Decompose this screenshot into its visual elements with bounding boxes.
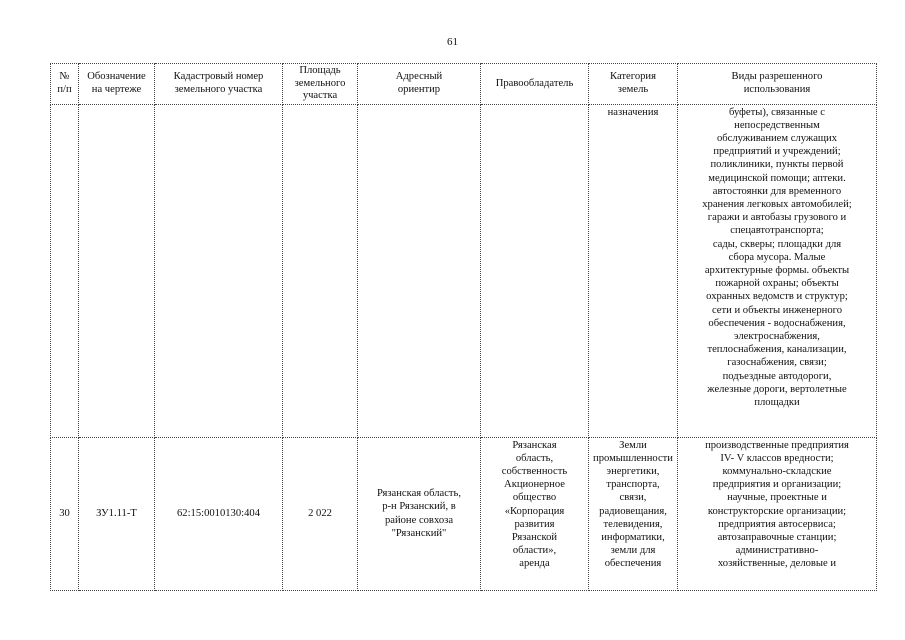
header-designation: Обозначение на чертеже	[79, 64, 155, 105]
page-number: 61	[447, 36, 458, 48]
cell-area: 2 022	[283, 437, 358, 590]
header-cadastral-number: Кадастровый номер земельного участка	[155, 64, 283, 105]
cell-category: Земли промышленности энергетики, транспорта, связи, радиовещания, телевидения, информатики, земли для обеспечения	[589, 437, 678, 590]
cell-designation	[79, 104, 155, 437]
cell-number: 30	[51, 437, 79, 590]
cell-number	[51, 104, 79, 437]
cell-permitted-use: буфеты), связанные с непосредственным обслуживанием служащих предприятий и учреждений; поликлиники, пункты первой медицинской помощи; аптеки. автостоянки для временного хранения легковых автомобилей; гаражи и автобазы грузового и спецавтотранспорта; сады, скверы; площадки для сбора мусора. Малые архитектурные формы. объекты пожарной охраны; объекты охранных ведомств и структур; сети и объекты инженерного обеспечения - водоснабжения, электроснабжения, теплоснабжения, канализации, газоснабжения, связи; подъездные автодороги, железные дороги, вертолетные площадки	[678, 104, 877, 437]
cell-address	[358, 104, 481, 437]
cell-cadastral: 62:15:0010130:404	[155, 437, 283, 590]
header-area: Площадь земельного участка	[283, 64, 358, 105]
header-address: Адресный ориентир	[358, 64, 481, 105]
cell-owner	[481, 104, 589, 437]
cell-permitted-use: производственные предприятия IV- V классов вредности; коммунально-складские предприятия и организации; научные, проектные и конструкторские организации; предприятия автосервиса; автозаправочные станции; административно- хозяйственные, деловые и	[678, 437, 877, 590]
header-number: № п/п	[51, 64, 79, 105]
header-owner: Правообладатель	[481, 64, 589, 105]
cell-category: назначения	[589, 104, 678, 437]
land-plots-table	[50, 63, 877, 591]
table-header-row	[51, 64, 877, 105]
table-row-continuation	[51, 104, 877, 437]
cell-address: Рязанская область, р-н Рязанский, в районе совхоза "Рязанский"	[358, 437, 481, 590]
cell-designation: ЗУ1.11-Т	[79, 437, 155, 590]
cell-owner: Рязанская область, собственность Акционерное общество «Корпорация развития Рязанской области», аренда	[481, 437, 589, 590]
header-land-category: Категория земель	[589, 64, 678, 105]
cell-cadastral	[155, 104, 283, 437]
cell-area	[283, 104, 358, 437]
table-row	[51, 437, 877, 590]
header-permitted-use: Виды разрешенного использования	[678, 64, 877, 105]
